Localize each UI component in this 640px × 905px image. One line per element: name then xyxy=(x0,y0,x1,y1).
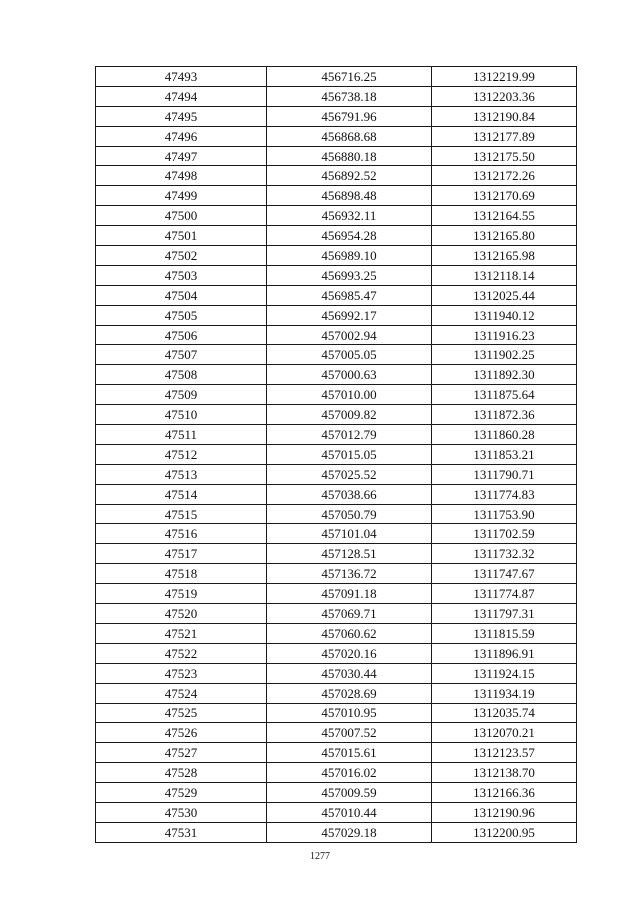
x-coordinate-cell: 457050.79 xyxy=(267,504,432,524)
table-row xyxy=(96,822,577,842)
x-coordinate-cell: 457007.52 xyxy=(267,723,432,743)
y-coordinate-cell: 1311815.59 xyxy=(432,623,577,643)
point-number-cell: 47522 xyxy=(96,643,267,663)
point-number-cell: 47493 xyxy=(96,67,267,87)
x-coordinate-cell: 457030.44 xyxy=(267,663,432,683)
point-number-cell: 47511 xyxy=(96,425,267,445)
point-number-cell: 47502 xyxy=(96,246,267,266)
table-row xyxy=(96,146,577,166)
table-row xyxy=(96,305,577,325)
coordinate-table-body xyxy=(96,67,577,843)
point-number-cell: 47494 xyxy=(96,86,267,106)
table-row xyxy=(96,285,577,305)
x-coordinate-cell: 457038.66 xyxy=(267,484,432,504)
x-coordinate-cell: 456932.11 xyxy=(267,206,432,226)
point-number-cell: 47524 xyxy=(96,683,267,703)
y-coordinate-cell: 1311753.90 xyxy=(432,504,577,524)
x-coordinate-cell: 457028.69 xyxy=(267,683,432,703)
y-coordinate-cell: 1311924.15 xyxy=(432,663,577,683)
y-coordinate-cell: 1311940.12 xyxy=(432,305,577,325)
table-row xyxy=(96,325,577,345)
point-number-cell: 47505 xyxy=(96,305,267,325)
table-row xyxy=(96,246,577,266)
y-coordinate-cell: 1311934.19 xyxy=(432,683,577,703)
y-coordinate-cell: 1311872.36 xyxy=(432,405,577,425)
table-row xyxy=(96,166,577,186)
x-coordinate-cell: 457029.18 xyxy=(267,822,432,842)
table-row xyxy=(96,425,577,445)
point-number-cell: 47514 xyxy=(96,484,267,504)
x-coordinate-cell: 457009.82 xyxy=(267,405,432,425)
point-number-cell: 47515 xyxy=(96,504,267,524)
point-number-cell: 47516 xyxy=(96,524,267,544)
x-coordinate-cell: 456898.48 xyxy=(267,186,432,206)
y-coordinate-cell: 1312070.21 xyxy=(432,723,577,743)
table-row xyxy=(96,504,577,524)
x-coordinate-cell: 456954.28 xyxy=(267,226,432,246)
x-coordinate-cell: 457010.00 xyxy=(267,385,432,405)
x-coordinate-cell: 457101.04 xyxy=(267,524,432,544)
point-number-cell: 47501 xyxy=(96,226,267,246)
point-number-cell: 47523 xyxy=(96,663,267,683)
table-row xyxy=(96,126,577,146)
table-row xyxy=(96,226,577,246)
table-row xyxy=(96,464,577,484)
point-number-cell: 47530 xyxy=(96,802,267,822)
y-coordinate-cell: 1312172.26 xyxy=(432,166,577,186)
y-coordinate-cell: 1312118.14 xyxy=(432,265,577,285)
x-coordinate-cell: 457016.02 xyxy=(267,763,432,783)
point-number-cell: 47495 xyxy=(96,106,267,126)
y-coordinate-cell: 1312164.55 xyxy=(432,206,577,226)
y-coordinate-cell: 1312190.84 xyxy=(432,106,577,126)
table-row xyxy=(96,67,577,87)
table-row xyxy=(96,524,577,544)
y-coordinate-cell: 1312166.36 xyxy=(432,783,577,803)
x-coordinate-cell: 456716.25 xyxy=(267,67,432,87)
point-number-cell: 47512 xyxy=(96,444,267,464)
y-coordinate-cell: 1311896.91 xyxy=(432,643,577,663)
y-coordinate-cell: 1311916.23 xyxy=(432,325,577,345)
y-coordinate-cell: 1312190.96 xyxy=(432,802,577,822)
y-coordinate-cell: 1311774.87 xyxy=(432,584,577,604)
table-row xyxy=(96,186,577,206)
point-number-cell: 47520 xyxy=(96,604,267,624)
table-row xyxy=(96,345,577,365)
table-row xyxy=(96,723,577,743)
point-number-cell: 47503 xyxy=(96,265,267,285)
x-coordinate-cell: 457020.16 xyxy=(267,643,432,663)
y-coordinate-cell: 1312165.80 xyxy=(432,226,577,246)
table-row xyxy=(96,783,577,803)
table-row xyxy=(96,405,577,425)
x-coordinate-cell: 457015.05 xyxy=(267,444,432,464)
x-coordinate-cell: 457015.61 xyxy=(267,743,432,763)
y-coordinate-cell: 1312177.89 xyxy=(432,126,577,146)
x-coordinate-cell: 457010.44 xyxy=(267,802,432,822)
x-coordinate-cell: 457091.18 xyxy=(267,584,432,604)
y-coordinate-cell: 1311790.71 xyxy=(432,464,577,484)
x-coordinate-cell: 456993.25 xyxy=(267,265,432,285)
y-coordinate-cell: 1312165.98 xyxy=(432,246,577,266)
point-number-cell: 47521 xyxy=(96,623,267,643)
y-coordinate-cell: 1311774.83 xyxy=(432,484,577,504)
x-coordinate-cell: 456738.18 xyxy=(267,86,432,106)
table-row xyxy=(96,663,577,683)
x-coordinate-cell: 456791.96 xyxy=(267,106,432,126)
table-row xyxy=(96,763,577,783)
point-number-cell: 47519 xyxy=(96,584,267,604)
point-number-cell: 47506 xyxy=(96,325,267,345)
table-row xyxy=(96,564,577,584)
point-number-cell: 47517 xyxy=(96,544,267,564)
x-coordinate-cell: 456989.10 xyxy=(267,246,432,266)
table-row xyxy=(96,365,577,385)
table-row xyxy=(96,206,577,226)
x-coordinate-cell: 456985.47 xyxy=(267,285,432,305)
point-number-cell: 47526 xyxy=(96,723,267,743)
table-row xyxy=(96,265,577,285)
x-coordinate-cell: 456868.68 xyxy=(267,126,432,146)
table-row xyxy=(96,544,577,564)
x-coordinate-cell: 457069.71 xyxy=(267,604,432,624)
x-coordinate-cell: 457002.94 xyxy=(267,325,432,345)
table-row xyxy=(96,584,577,604)
table-row xyxy=(96,623,577,643)
y-coordinate-cell: 1312200.95 xyxy=(432,822,577,842)
x-coordinate-cell: 457128.51 xyxy=(267,544,432,564)
y-coordinate-cell: 1312025.44 xyxy=(432,285,577,305)
y-coordinate-cell: 1312035.74 xyxy=(432,703,577,723)
point-number-cell: 47509 xyxy=(96,385,267,405)
x-coordinate-cell: 457005.05 xyxy=(267,345,432,365)
table-row xyxy=(96,484,577,504)
point-number-cell: 47510 xyxy=(96,405,267,425)
table-row xyxy=(96,86,577,106)
page-number: 1277 xyxy=(310,851,330,862)
table-row xyxy=(96,683,577,703)
y-coordinate-cell: 1311892.30 xyxy=(432,365,577,385)
point-number-cell: 47498 xyxy=(96,166,267,186)
x-coordinate-cell: 457009.59 xyxy=(267,783,432,803)
x-coordinate-cell: 456880.18 xyxy=(267,146,432,166)
x-coordinate-cell: 456992.17 xyxy=(267,305,432,325)
point-number-cell: 47531 xyxy=(96,822,267,842)
point-number-cell: 47525 xyxy=(96,703,267,723)
table-row xyxy=(96,703,577,723)
table-row xyxy=(96,385,577,405)
y-coordinate-cell: 1312203.36 xyxy=(432,86,577,106)
x-coordinate-cell: 457025.52 xyxy=(267,464,432,484)
coordinate-table xyxy=(95,66,577,843)
point-number-cell: 47499 xyxy=(96,186,267,206)
y-coordinate-cell: 1312138.70 xyxy=(432,763,577,783)
point-number-cell: 47497 xyxy=(96,146,267,166)
x-coordinate-cell: 457012.79 xyxy=(267,425,432,445)
table-row xyxy=(96,444,577,464)
table-row xyxy=(96,643,577,663)
table-row xyxy=(96,106,577,126)
point-number-cell: 47529 xyxy=(96,783,267,803)
y-coordinate-cell: 1311853.21 xyxy=(432,444,577,464)
y-coordinate-cell: 1311860.28 xyxy=(432,425,577,445)
point-number-cell: 47518 xyxy=(96,564,267,584)
x-coordinate-cell: 457000.63 xyxy=(267,365,432,385)
point-number-cell: 47528 xyxy=(96,763,267,783)
y-coordinate-cell: 1312219.99 xyxy=(432,67,577,87)
point-number-cell: 47504 xyxy=(96,285,267,305)
y-coordinate-cell: 1311747.67 xyxy=(432,564,577,584)
point-number-cell: 47527 xyxy=(96,743,267,763)
y-coordinate-cell: 1311875.64 xyxy=(432,385,577,405)
x-coordinate-cell: 456892.52 xyxy=(267,166,432,186)
point-number-cell: 47500 xyxy=(96,206,267,226)
y-coordinate-cell: 1312123.57 xyxy=(432,743,577,763)
y-coordinate-cell: 1311732.32 xyxy=(432,544,577,564)
table-row xyxy=(96,604,577,624)
point-number-cell: 47513 xyxy=(96,464,267,484)
point-number-cell: 47507 xyxy=(96,345,267,365)
x-coordinate-cell: 457010.95 xyxy=(267,703,432,723)
x-coordinate-cell: 457136.72 xyxy=(267,564,432,584)
y-coordinate-cell: 1312175.50 xyxy=(432,146,577,166)
point-number-cell: 47496 xyxy=(96,126,267,146)
y-coordinate-cell: 1312170.69 xyxy=(432,186,577,206)
table-row xyxy=(96,802,577,822)
x-coordinate-cell: 457060.62 xyxy=(267,623,432,643)
y-coordinate-cell: 1311702.59 xyxy=(432,524,577,544)
point-number-cell: 47508 xyxy=(96,365,267,385)
table-row xyxy=(96,743,577,763)
y-coordinate-cell: 1311797.31 xyxy=(432,604,577,624)
y-coordinate-cell: 1311902.25 xyxy=(432,345,577,365)
